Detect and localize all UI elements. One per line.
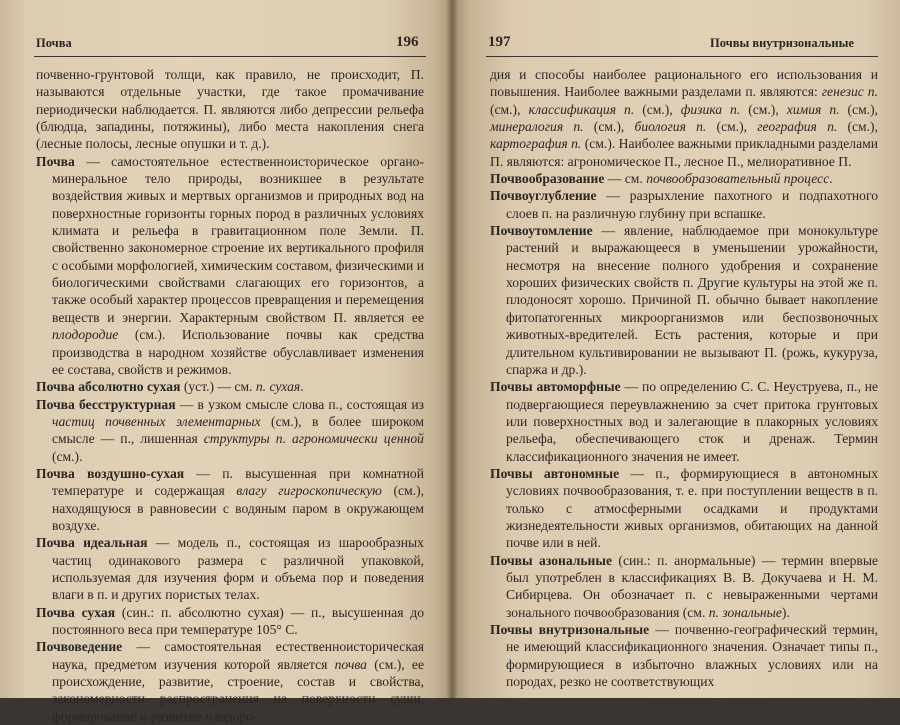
entry-headword: Почвы автономные <box>490 465 620 481</box>
cross-reference: физика п. <box>680 101 741 117</box>
entry-text: (см.), <box>490 101 529 117</box>
left-page-text <box>36 66 424 725</box>
cross-reference: частиц почвенных элементарных <box>52 413 261 429</box>
entry-headword: Почвы внутризональные <box>490 622 650 637</box>
entry-text: . <box>829 171 833 187</box>
entry-headword: Почвоуглубление <box>490 188 597 204</box>
cross-reference: минералогия п. <box>490 119 584 135</box>
dictionary-entry <box>490 621 878 690</box>
cross-reference: п. зональные <box>708 604 782 620</box>
entry-text: . <box>300 379 304 395</box>
entry-text: — см. <box>604 171 647 187</box>
entry-text: (уст.) — см. <box>180 379 256 395</box>
entry-headword: Почвоведение <box>36 639 123 655</box>
entry-headword: Почвоутомление <box>490 223 593 239</box>
dictionary-entry <box>490 222 878 378</box>
entry-text: (син.: п. абсолютно сухая) — п., высушенная до постоянного веса при температуре 105° С. <box>52 604 424 637</box>
entry-text: — явление, наблюдаемое при монокультуре растений и выражающееся в уменьшении урожайности, несмотря на внесение полного удобрения и сохранение хороших физических свойств п. Другие культуры на этой же п. плодоносят хорошо. Причиной П. обычно бывает накопление фитопатогенных микроорганизмов или беспозвоночных животных-вредителей. Есть растения, которые и при длительном культивировании не вызывают П. (рожь, кукуруза, спаржа и др.). <box>506 223 878 377</box>
cross-reference: картография п. <box>490 136 582 152</box>
entry-text: — п., формирующиеся в автономных условиях почвообразования, т. е. при поступлении веществ в п. только с атмосферными осадками и продуктами жизнедеятельности живых организмов, обитающих на данной почве или в ней. <box>506 465 878 551</box>
dictionary-entry <box>36 604 424 639</box>
left-page-number: 196 <box>396 34 419 50</box>
cross-reference: почва <box>334 656 367 672</box>
dictionary-entry <box>36 638 424 725</box>
entry-text: (см.). <box>52 448 83 464</box>
entry-text: — по определению С. С. Неуструева, п., не подвергающиеся переувлажнению за счет притока грунтовых или поверхностных вод и залегающие в плакорных условиях рельефа, обеспечивающего сток и дренаж. Термин классификационного значения не имеет. <box>506 379 879 464</box>
entry-text: — самостоятельная естественноисторическая наука, предметом изучения которой является <box>52 639 424 672</box>
dictionary-entry <box>490 170 878 187</box>
entry-headword: Почвообразование <box>490 171 605 187</box>
entry-text: (см.), <box>634 101 681 117</box>
entry-text: ). <box>781 604 790 620</box>
entry-text: (см.), <box>740 101 787 117</box>
entry-text: (см.). Использование почвы как средства производства в народном хозяйстве обуславливает изменения ее состава, свойств и режимов. <box>52 327 424 377</box>
entry-headword: Почва <box>36 153 75 169</box>
entry-headword: Почва воздушно-сухая <box>36 465 185 481</box>
continued-text <box>490 66 878 170</box>
left-running-head: Почва <box>36 36 72 50</box>
cross-reference: биология п. <box>634 119 707 135</box>
entry-text: — самостоятельное естественноисторическое органо-минеральное тело природы, возникшее в результате воздействия живых и мертвых организмов и природных вод на поверхностные горизонты горных пород в различных условиях климата и рельефа в гравитационном поле Земли. П. свойственно закономерное строение их вертикального профиля с особыми морфологией, химическим составом, физическими и биологическими свойствами слагающих его горизонтов, а также особый характер процессов превращения и перемещения веществ и энергии. Характерным свойством П. является ее <box>52 153 424 325</box>
entry-text: (см.), <box>583 119 635 135</box>
entry-text: — почвенно-географический термин, не имеющий классификационного значения. Означает типы п., формирующиеся в избыточно влажных условиях или на породах, резко не соответствующих <box>506 622 879 690</box>
cross-reference: классификация п. <box>528 101 635 117</box>
entry-headword: Почвы азональные <box>490 552 613 568</box>
cross-reference: химия п. <box>786 101 840 117</box>
dictionary-entry <box>36 153 424 378</box>
dictionary-entry <box>36 534 424 603</box>
entry-headword: Почва идеальная <box>36 535 148 551</box>
entry-headword: Почва бесструктурная <box>36 396 176 412</box>
entry-text: (см.), находящуюся в равновесии с водяным паром в окружающем воздухе. <box>52 483 425 533</box>
entry-text: — в узком смысле слова п., состоящая из <box>175 396 424 412</box>
right-page-text <box>490 66 878 690</box>
entry-text: (см.). Наиболее важными прикладными разделами П. являются: агрономическое П., лесное П., мелиоративное П. <box>490 136 878 169</box>
entry-headword: Почва сухая <box>36 604 116 620</box>
entry-headword: Почва абсолютно сухая <box>36 379 181 395</box>
cross-reference: почвообразовательный процесс <box>646 171 830 187</box>
entry-text: (син.: п. анормальные) — термин впервые был употреблен в классификациях В. В. Докучаева и Н. М. Сибирцева. Он обозначает п. с невыраженными чертами зонального почвообразования (см. <box>506 552 878 620</box>
cross-reference: п. сухая <box>255 379 301 395</box>
cross-reference: география п. <box>757 119 838 135</box>
entry-text: — модель п., состоящая из шарообразных частиц одинакового размера с различной упаковкой, используемая для изучения форм и объема пор и поведения влаги в п. и других пористых телах. <box>52 535 424 603</box>
entry-headword: Почвы автоморфные <box>490 379 621 395</box>
entry-text: (см.), в более широком смысле — п., лишенная <box>52 413 424 447</box>
cross-reference: структуры п. агрономически ценной <box>203 431 424 447</box>
entry-text: почвенно-грунтовой толщи, как правило, не происходит, П. называются отдельные участки, где такое промачивание периодически наблюдается. П. являются либо депрессии рельефа (блюдца, западины, потяжины), либо места накопления снега (лесные полосы, лесные опушки и т. д.). <box>36 67 424 152</box>
right-page-number: 197 <box>488 34 511 50</box>
dictionary-entry <box>36 396 424 465</box>
cross-reference: плодородие <box>52 327 119 343</box>
dictionary-entry <box>490 187 878 222</box>
cross-reference: генезис п. <box>821 84 878 100</box>
dictionary-entry <box>490 465 878 552</box>
entry-text: (см.), <box>837 119 878 135</box>
entry-text: дия и способы наиболее рационального его использования и повышения. Наиболее важными разделами п. являются: <box>490 67 878 100</box>
right-page <box>452 0 900 698</box>
right-header-rule <box>486 56 878 57</box>
book-gutter <box>446 0 458 698</box>
cross-reference: влагу гигроскопическую <box>236 483 382 499</box>
dictionary-entry <box>36 465 424 534</box>
entry-text: (см.), <box>839 101 879 117</box>
right-running-head: Почвы внутризональные <box>710 36 854 50</box>
continued-text <box>36 66 424 153</box>
left-header-rule <box>34 56 426 57</box>
entry-text: — п. высушенная при комнатной температуре и содержащая <box>52 465 424 499</box>
dictionary-entry <box>490 378 878 465</box>
entry-text: (см.), <box>706 119 758 135</box>
entry-text: (см.), ее происхождение, развитие, строение, состав и свойства, закономерности распространения на поверхности суши, формирование и развитие плодоро- <box>52 656 424 724</box>
dictionary-entry <box>36 378 424 395</box>
entry-text: — разрыхление пахотного и подпахотного слоев п. на различную глубину при вспашке. <box>506 188 878 221</box>
dictionary-entry <box>490 552 878 621</box>
